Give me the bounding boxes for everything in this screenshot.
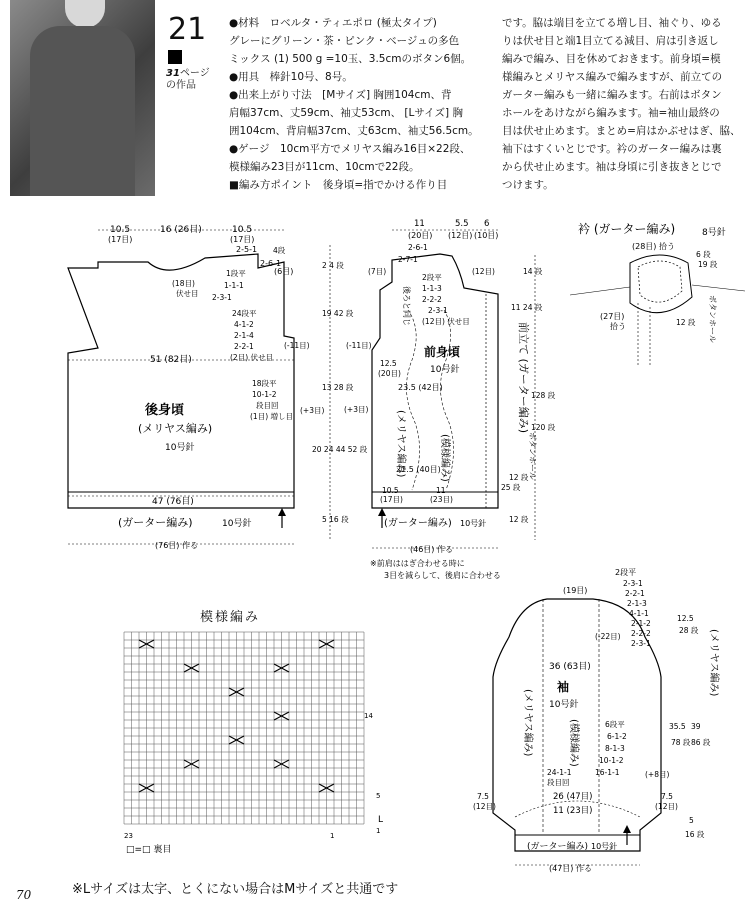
front-pattern-label: (模様編み) (439, 434, 450, 482)
pattern-marker-square (168, 50, 182, 64)
back-subtitle: (メリヤス編み) (138, 422, 213, 435)
front-note: (+3目) (344, 405, 369, 414)
back-note: 2-6-1 (260, 259, 282, 268)
sleeve-cap-note: 28 段 (679, 626, 699, 635)
back-title: 後身頃 (145, 403, 185, 418)
materials-column (229, 14, 497, 194)
front-note: 10.5 (382, 486, 399, 495)
side-dim: 13 28 段 (322, 383, 354, 392)
front-note: 2-6-1 (408, 243, 428, 252)
page-number: 70 (16, 888, 32, 902)
chart-col-label: 1 (330, 832, 335, 840)
back-note: (18目) (172, 279, 195, 288)
collar-needle: 8号針 (702, 228, 726, 238)
ref-page-note: の作品 (166, 80, 196, 91)
side-dim: 19 42 段 (322, 309, 354, 318)
method-line: つけます。 (502, 179, 554, 191)
materials-line: 囲104cm、背肩幅37cm、丈63cm、袖丈56.5cm。 (229, 125, 479, 137)
method-line: ホールをあけながら編みます。袖=袖山最終の (502, 107, 720, 119)
materials-line: グレーにグリーン・茶・ピンク・ベージュの多色 (229, 35, 460, 47)
back-width-51: 51 (82目) (150, 355, 192, 365)
chart-legend: □=□ 裏目 (126, 845, 172, 855)
sleeve-cap-note: 2-2-2 (631, 629, 651, 638)
back-note: 2-5-1 (236, 245, 258, 254)
front-note: 2-3-1 (428, 306, 448, 315)
sleeve-cap-note: 2-1-2 (631, 619, 651, 628)
materials-line: 肩幅37cm、丈59cm、袖丈53cm、 [Lサイズ] 胸 (229, 107, 463, 119)
back-note: (6目) (274, 267, 294, 276)
front-note: (17目) (380, 495, 403, 504)
chart-row-label: 14 (364, 712, 373, 720)
collar-rows: 19 段 (698, 260, 718, 269)
method-line: 目は伏せ止めます。まとめ=肩はかぶせはぎ、脇、 (502, 125, 741, 137)
front-note: 11 (436, 486, 446, 495)
chart-title: 模様編み (200, 610, 261, 625)
sleeve-needle: 10号針 (549, 700, 579, 710)
collar-left-note: 拾う (610, 322, 626, 331)
sleeve-inc-note: 16-1-1 (595, 768, 620, 777)
sleeve-inc-note: 6-1-2 (607, 732, 627, 741)
back-top-width: 10.5 (110, 225, 131, 235)
back-note: 2-2-1 (234, 342, 254, 351)
side-dim: 12 段 (509, 473, 529, 482)
front-note: (23目) (430, 495, 453, 504)
collar-inner-line (638, 261, 682, 302)
collar-rows: 12 段 (676, 318, 696, 327)
side-dim: 120 段 (531, 423, 556, 432)
back-width-47: 47 (76目) (152, 497, 194, 507)
sleeve-cap-note: 4-1-1 (629, 609, 649, 618)
reference-page (166, 68, 210, 92)
sleeve-cap-note: 12.5 (677, 614, 694, 623)
method-line: 袖下はすくいとじです。衿のガーター編みは裏 (502, 143, 722, 155)
back-note: 10-1-2 (252, 390, 277, 399)
method-line: です。脇は端目を立てる増し目、袖ぐり、ゆる (502, 17, 722, 29)
back-note: (-11目) (284, 341, 310, 350)
front-garter-needle: 10号針 (460, 519, 487, 528)
back-arrow-head (278, 508, 286, 516)
front-note: 1-1-3 (422, 284, 442, 293)
method-line: 編みで編み、目を休めておきます。前身頃=模 (502, 53, 721, 65)
sleeve-stockinette-left: (メリヤス編み) (522, 689, 533, 757)
sleeve-inc-note: 8-1-3 (605, 744, 625, 753)
front-note: 2-7-1 (398, 255, 418, 264)
back-top-stitch: (17目) (230, 235, 255, 244)
model-hat (65, 0, 105, 28)
back-garter-needle: 10号針 (222, 519, 252, 529)
front-bottom-width: (46目) 作る (410, 545, 453, 554)
front-top-width: 11 (414, 219, 425, 229)
sleeve-cuff-side: (12目) (473, 802, 496, 811)
back-note: 24段平 (232, 309, 257, 318)
front-top-stitch: (12目) (448, 231, 473, 240)
front-side-dimension-column (501, 250, 556, 550)
front-arrow-head (378, 508, 386, 516)
materials-line: ●ゲージ 10cm平方でメリヤス編み16目×22段、 (229, 143, 471, 155)
sleeve-inc-note: 段目回 (547, 778, 570, 787)
front-note: 2段平 (422, 273, 442, 282)
back-note: (+3目) (300, 406, 325, 415)
front-note: 23.5 (42目) (398, 383, 443, 392)
front-note: (12目) (472, 267, 495, 276)
collar-diagram (560, 215, 750, 375)
sleeve-cap-note: 2-3-1 (623, 579, 643, 588)
chart-col-label: 23 (124, 832, 133, 840)
back-note: 伏せ目 (176, 289, 199, 298)
side-dim: 2 4 段 (322, 261, 344, 270)
ref-page-number: 31 (166, 68, 180, 79)
back-note: 4段 (273, 246, 286, 255)
sleeve-cap-note: (-22目) (595, 632, 621, 641)
materials-line: ●材料 ロベルタ・ティエポロ (極太タイプ) (229, 17, 437, 29)
side-dim: 11 24 段 (511, 303, 543, 312)
middle-dimension-column (300, 240, 368, 550)
back-top-stitch: (17目) (108, 235, 133, 244)
collar-top-count: (28目) 拾う (632, 242, 675, 251)
pattern-number: 21 (168, 12, 207, 47)
front-note: (7目) (368, 267, 387, 276)
front-pattern-line (406, 310, 419, 490)
materials-line: ●出来上がり寸法 [Mサイズ] 胸囲104cm、背 (229, 89, 452, 101)
collar-shoulder-line (570, 287, 630, 295)
sleeve-cuff-side: 7.5 (477, 792, 489, 801)
front-note: 後ろと同じ (402, 286, 411, 326)
sleeve-width-11: 11 (23目) (553, 806, 593, 816)
collar-outline (630, 255, 692, 313)
front-note: (12目) 伏せ目 (422, 317, 470, 326)
front-band-label: 前立て (ガーター編み) (517, 322, 530, 434)
back-top-width: 16 (26目) (160, 225, 202, 235)
sleeve-diagram (465, 565, 750, 875)
method-line: 様編みとメリヤス編みで編みますが、前立ての (502, 71, 723, 83)
front-footnote: 3目を減らして、後肩に合わせる (384, 571, 501, 580)
front-note: (20目) (378, 369, 401, 378)
sleeve-cuff-side: 7.5 (661, 792, 673, 801)
front-footnote: ※前肩ははぎ合わせる時に (370, 559, 465, 568)
front-top-stitch: (20目) (408, 231, 433, 240)
back-note: 1-1-1 (224, 281, 244, 290)
sleeve-side-dim: 39 (691, 722, 701, 731)
sleeve-garter: (ガーター編み) (527, 842, 589, 852)
method-column (502, 14, 747, 194)
chart-row-label: 1 (376, 827, 381, 835)
sleeve-title: 袖 (557, 680, 570, 694)
back-needle: 10号針 (165, 443, 195, 453)
back-note: 18段平 (252, 379, 277, 388)
front-note: 12.5 (380, 359, 397, 368)
sleeve-garter-needle: 10号針 (591, 842, 618, 851)
front-note: (-11目) (346, 341, 372, 350)
front-title: 前身頃 (424, 345, 461, 359)
side-dim: 128 段 (531, 391, 556, 400)
front-buttonhole-label: ボタンホール (528, 432, 537, 480)
sleeve-side-dim: 16 段 (685, 830, 705, 839)
side-dim: 12 段 (509, 515, 529, 524)
front-note: 2-2-2 (422, 295, 442, 304)
sleeve-width-36: 36 (63目) (549, 662, 591, 672)
sleeve-width-26: 26 (47目) (553, 792, 593, 802)
side-dim: 5 16 段 (322, 515, 349, 524)
front-needle: 10号針 (430, 365, 460, 375)
sleeve-inc-note: (+8目) (645, 770, 670, 779)
sleeve-arrow-head (623, 825, 631, 833)
sleeve-cuff-side: (12目) (655, 802, 678, 811)
sleeve-inc-note: 6段平 (605, 720, 625, 729)
sleeve-cap-note: 2-2-1 (625, 589, 645, 598)
sleeve-stockinette-right: (メリヤス編み) (708, 629, 719, 697)
back-note: 段目回 (256, 401, 279, 410)
collar-title: 衿 (ガーター編み) (578, 222, 676, 236)
collar-left-count: (27目) (600, 312, 625, 321)
collar-shoulder-line (692, 285, 745, 291)
collar-rows: 6 段 (696, 250, 711, 259)
method-line: ガーター編みも一緒に編みます。右前はボタン (502, 89, 722, 101)
footer-note: ※Lサイズは太字、とくにない場合はMサイズと共通です (72, 882, 399, 897)
back-note: 2-1-4 (234, 331, 254, 340)
collar-buttonhole: ボタンホール (708, 295, 717, 343)
materials-line: ■編み方ポイント 後身頃=指でかける作り目 (229, 179, 448, 191)
back-note: 1段平 (226, 269, 246, 278)
front-top-stitch: (10目) (474, 231, 499, 240)
sleeve-cap-note: 2-3-1 (631, 639, 651, 648)
sleeve-top-count: (19目) (563, 586, 588, 595)
side-dim: 14 段 (523, 267, 543, 276)
chart-direction: L (378, 815, 384, 825)
sleeve-side-dim: 86 段 (691, 738, 711, 747)
model-photo (10, 0, 155, 196)
side-dim: 20 24 44 52 段 (312, 445, 368, 454)
side-dim: 25 段 (501, 483, 521, 492)
sleeve-side-dim: 78 段 (671, 738, 691, 747)
sleeve-pattern: (模様編み) (568, 719, 579, 767)
materials-line: ミックス (1) 500 g =10玉、3.5cmのボタン6個。 (229, 53, 472, 65)
sleeve-bottom-width: (47目) 作る (549, 864, 592, 873)
sleeve-cap-note: 2-1-3 (627, 599, 647, 608)
back-note: (1目) 増し目 (250, 412, 294, 421)
front-garter: (ガーター編み) (384, 518, 452, 529)
sleeve-side-dim: 5 (689, 816, 694, 825)
front-top-width: 5.5 (455, 219, 469, 229)
back-note: (2目) 伏せ目 (230, 353, 274, 362)
ref-page-suffix: ページ (179, 68, 210, 79)
sleeve-inc-note: 24-1-1 (547, 768, 572, 777)
sleeve-inc-note: 10-1-2 (599, 756, 624, 765)
model-sweater (30, 26, 135, 196)
sleeve-side-dim: 35.5 (669, 722, 686, 731)
method-line: から伏せ止めます。袖は身頃に引き抜きとじで (502, 161, 722, 173)
back-note: 2-3-1 (212, 293, 232, 302)
method-line: りは伏せ目と端1目立てる減目、肩は引き返し (502, 35, 719, 47)
back-note: 4-1-2 (234, 320, 254, 329)
back-garter: (ガーター編み) (118, 516, 193, 529)
chart-row-label: 5 (376, 792, 381, 800)
back-body-diagram (0, 210, 325, 560)
back-top-width: 10.5 (232, 225, 253, 235)
back-bottom-width: (76目) 作る (155, 541, 198, 550)
front-stockinette-label: (メリヤス編み) (395, 410, 406, 478)
materials-line: 模様編み23目が11cm、10cmで22段。 (229, 161, 420, 173)
front-top-width: 6 (484, 219, 490, 229)
front-note: 21.5 (40目) (396, 465, 441, 474)
pattern-chart (120, 628, 390, 858)
sleeve-top-note: 2段平 (615, 568, 637, 577)
chart-grid (124, 632, 364, 824)
materials-line: ●用具 棒針10号、8号。 (229, 71, 353, 83)
